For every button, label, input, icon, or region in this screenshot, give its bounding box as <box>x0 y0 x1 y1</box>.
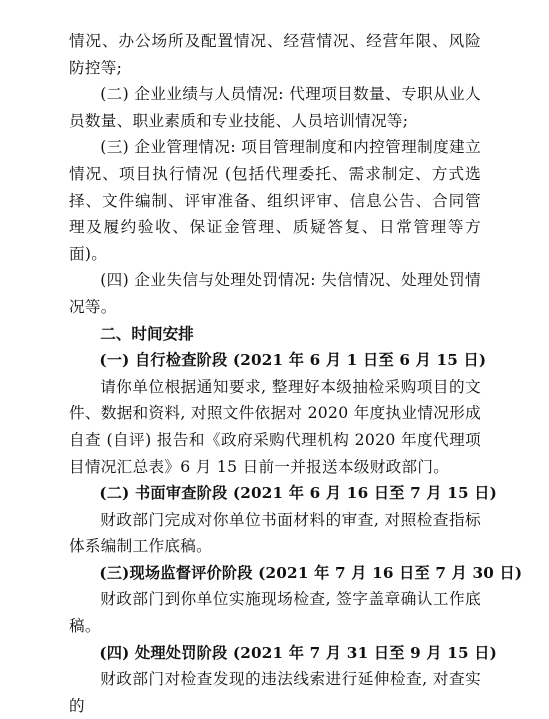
item-credit-penalty: (四) 企业失信与处理处罚情况: 失信情况、处理处罚情况等。 <box>69 271 481 316</box>
stage-3-text: 财政部门到你单位实施现场检查, 签字盖章确认工作底稿。 <box>69 590 481 636</box>
document-page <box>69 28 523 719</box>
stage-2-title: (二) 书面审查阶段 (2021 年 6 月 16 日至 7 月 15 日) <box>99 484 498 503</box>
item-enterprise-performance: (二) 企业业绩与人员情况: 代理项目数量、专职从业人员数量、职业素质和专业技能、人员培训情况等; <box>69 85 481 130</box>
item-enterprise-management: (三) 企业管理情况: 项目管理制度和内控管理制度建立情况、项目执行情况 (包括代理委托、需求制定、方式选择、文件编制、评审准备、组织评审、信息公告、合同管理及履约验收、保证金管理、质疑答复、日常管理等方面)。 <box>69 138 481 263</box>
paragraph-continuation: 情况、办公场所及配置情况、经营情况、经营年限、风险防控等; <box>69 32 481 77</box>
section-title-schedule: 二、时间安排 <box>100 324 194 343</box>
stage-2-text: 财政部门完成对你单位书面材料的审查, 对照检查指标体系编制工作底稿。 <box>69 510 481 556</box>
stage-1-text: 请你单位根据通知要求, 整理好本级抽检采购项目的文件、数据和资料, 对照文件依据对 2020 年度执业情况形成自查 (自评) 报告和《政府采购代理机构 2020 年度代理项目情况汇总表》6 月 15 日前一并报送本级财政部门。 <box>69 377 481 476</box>
stage-3-title: (三)现场监督评价阶段 (2021 年 7 月 16 日至 7 月 30 日) <box>99 563 523 582</box>
stage-4-text: 财政部门对检查发现的违法线索进行延伸检查, 对查实的 <box>69 670 481 715</box>
stage-1-title: (一) 自行检查阶段 (2021 年 6 月 1 日至 6 月 15 日) <box>99 351 487 370</box>
stage-4-title: (四) 处理处罚阶段 (2021 年 7 月 31 日至 9 月 15 日) <box>99 643 498 662</box>
